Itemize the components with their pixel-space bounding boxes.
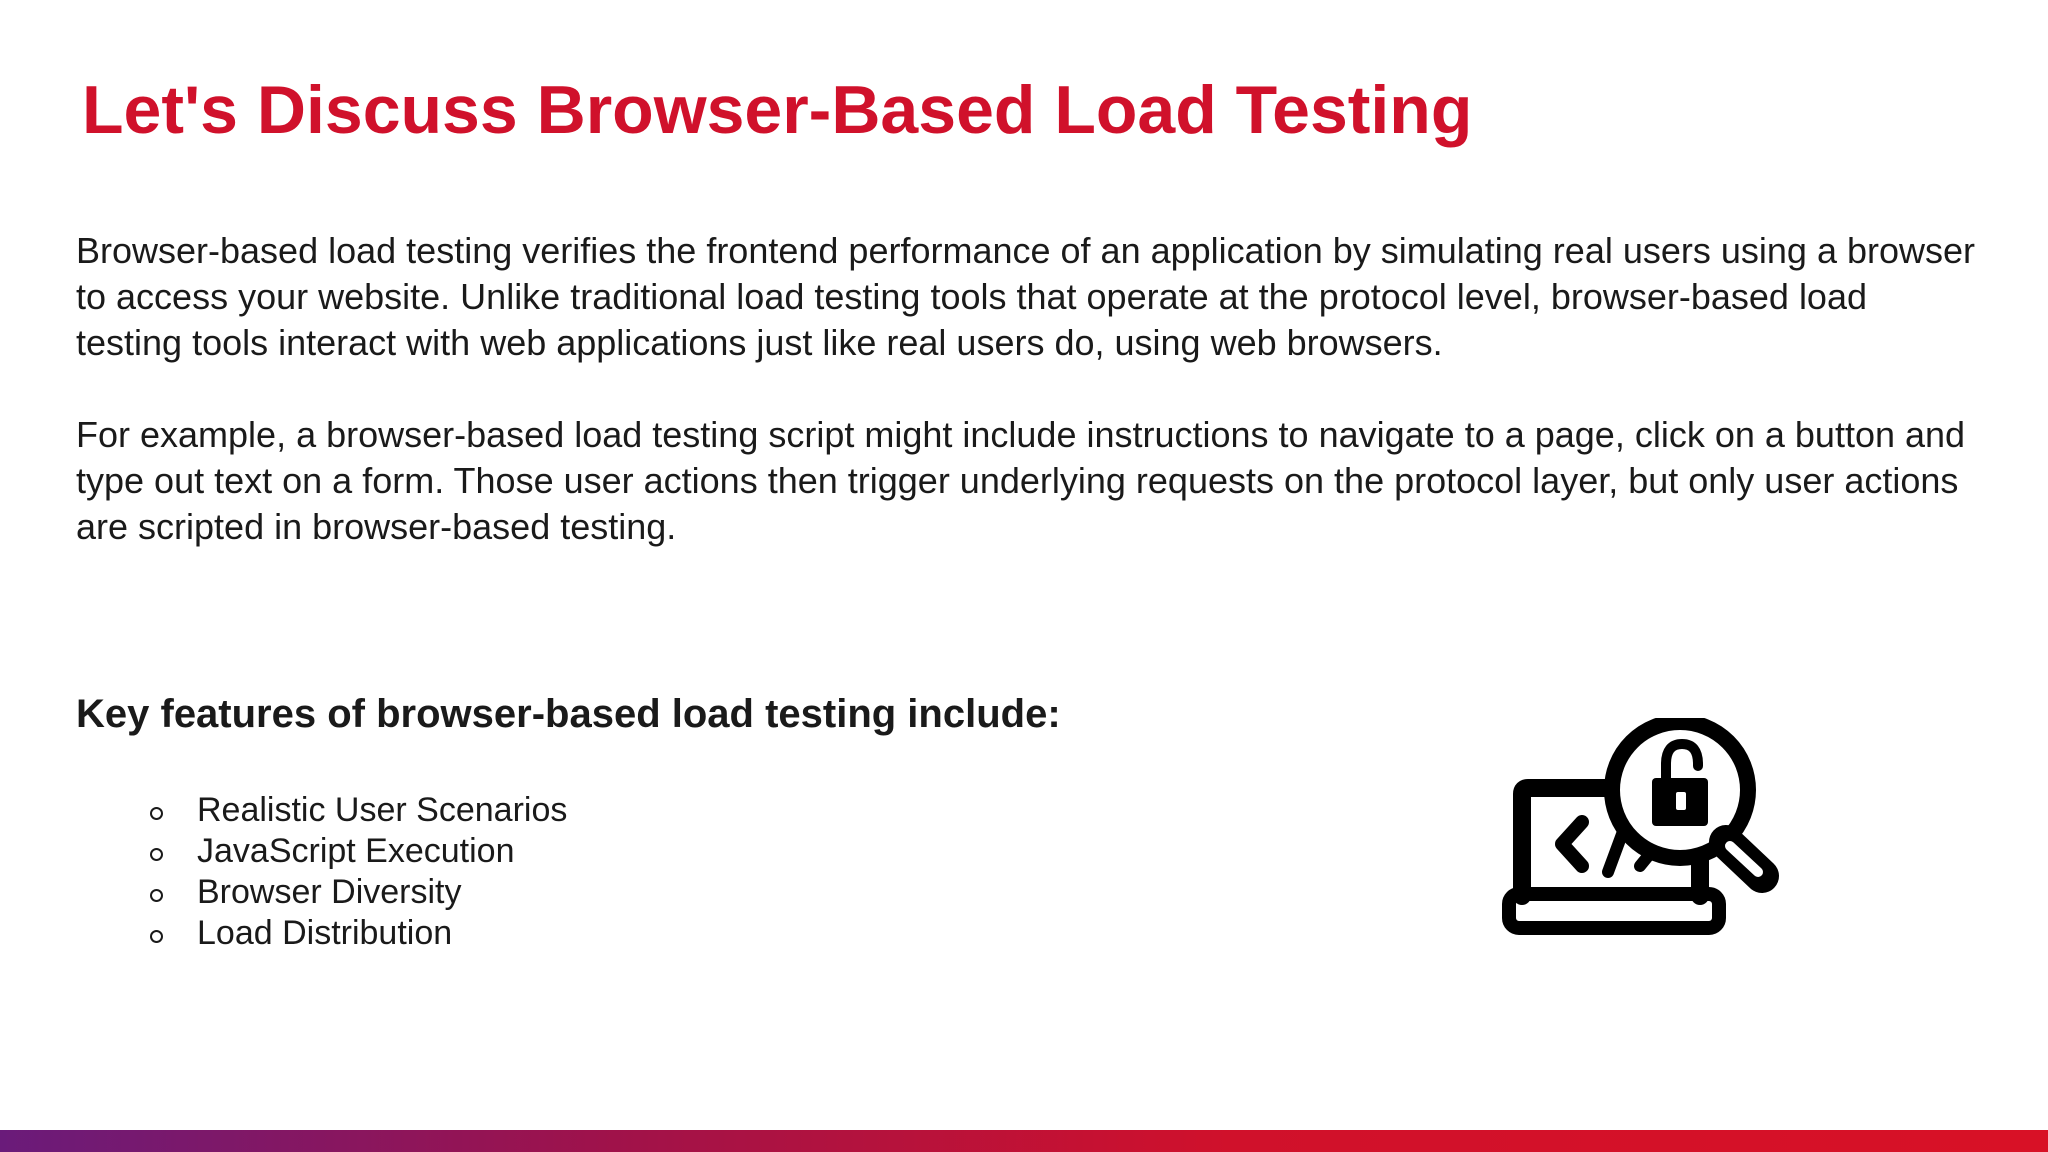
list-item (150, 831, 567, 872)
list-item (150, 913, 567, 954)
features-heading: Key features of browser-based load testing include: (76, 692, 1061, 736)
hollow-bullet-icon (150, 930, 163, 943)
list-item (150, 790, 567, 831)
feature-label: Browser Diversity (197, 873, 462, 911)
list-item (150, 872, 567, 913)
laptop-code-magnifier-unlock-icon (1500, 718, 1790, 946)
hollow-bullet-icon (150, 889, 163, 902)
feature-label: Realistic User Scenarios (197, 791, 568, 829)
feature-label: JavaScript Execution (197, 832, 515, 870)
slide-title: Let's Discuss Browser-Based Load Testing (82, 72, 1473, 148)
feature-label: Load Distribution (197, 914, 453, 952)
hollow-bullet-icon (150, 807, 163, 820)
hollow-bullet-icon (150, 848, 163, 861)
bottom-gradient-bar (0, 1130, 2048, 1152)
feature-list (150, 790, 567, 954)
intro-paragraph: Browser-based load testing verifies the frontend performance of an application by simulating real users using a browser to access your website. Unlike traditional load testing tools that operate at the protocol level, browser-based load testing tools interact with web applications just like real users do, using web browsers. (76, 230, 1975, 363)
example-paragraph: For example, a browser-based load testing script might include instructions to navigate to a page, click on a button and type out text on a form. Those user actions then trigger underlying requests on the protocol layer, but only user actions are scripted in browser-based testing. (76, 414, 1966, 547)
